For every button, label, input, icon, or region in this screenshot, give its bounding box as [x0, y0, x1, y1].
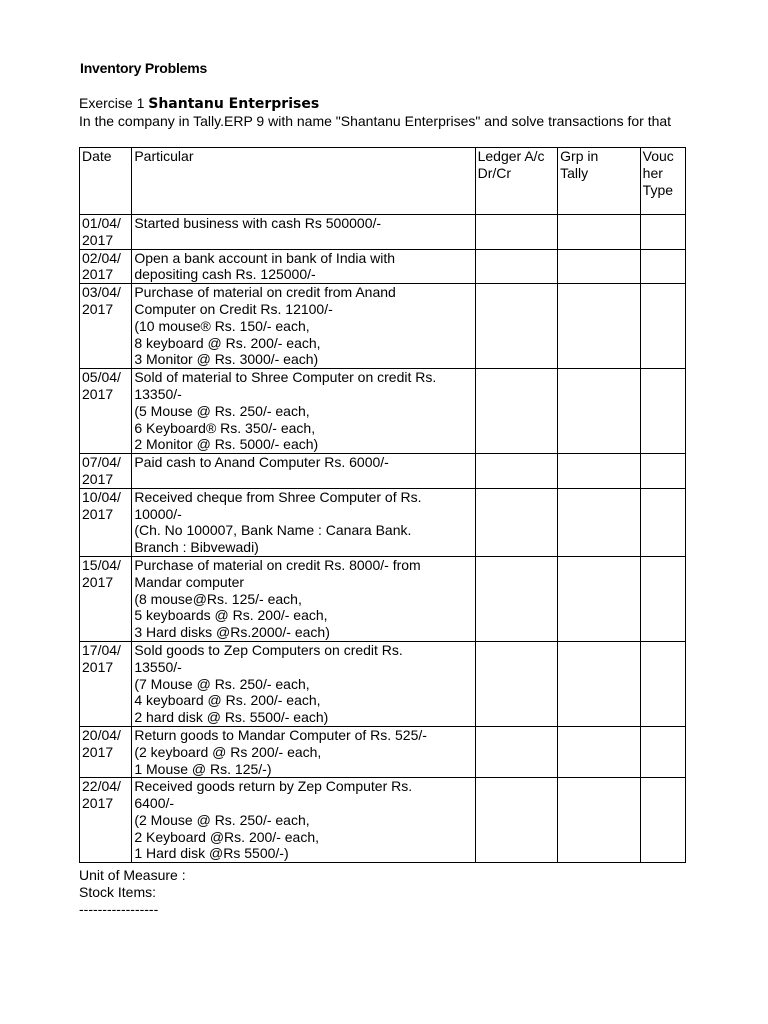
table-row — [80, 641, 686, 726]
row-group-cell — [558, 215, 641, 250]
row-group-cell — [558, 778, 641, 863]
row-particular: Open a bank account in bank of India with depositing cash Rs. 125000/- — [132, 249, 475, 284]
header-voucher-type: Vouc her Type — [640, 148, 685, 215]
row-date: 15/04/ 2017 — [80, 556, 132, 641]
row-voucher-cell — [640, 369, 685, 454]
row-ledger-cell — [475, 556, 558, 641]
header-particular: Particular — [132, 148, 475, 215]
transactions-table — [79, 147, 686, 863]
exercise-label: Exercise 1 — [79, 95, 145, 111]
row-ledger-cell — [475, 284, 558, 369]
table-row — [80, 778, 686, 863]
row-voucher-cell — [640, 726, 685, 777]
row-group-cell — [558, 454, 641, 489]
row-voucher-cell — [640, 454, 685, 489]
row-particular: Received cheque from Shree Computer of Rs. 10000/- (Ch. No 100007, Bank Name : Canara Bank. Branch : Bibvewadi) — [132, 488, 475, 556]
table-row — [80, 284, 686, 369]
table-row — [80, 556, 686, 641]
row-particular: Sold goods to Zep Computers on credit Rs. 13550/- (7 Mouse @ Rs. 250/- each, 4 keyboard @ Rs. 200/- each, 2 hard disk @ Rs. 5500/- each) — [132, 641, 475, 726]
row-group-cell — [558, 284, 641, 369]
row-date: 02/04/ 2017 — [80, 249, 132, 284]
intro-text: In the company in Tally.ERP 9 with name "Shantanu Enterprises" and solve transactions for that — [79, 113, 672, 129]
row-group-cell — [558, 369, 641, 454]
row-particular: Return goods to Mandar Computer of Rs. 525/- (2 keyboard @ Rs 200/- each, 1 Mouse @ Rs. 125/-) — [132, 726, 475, 777]
header-ledger: Ledger A/c Dr/Cr — [475, 148, 558, 215]
row-group-cell — [558, 726, 641, 777]
row-ledger-cell — [475, 454, 558, 489]
row-particular: Received goods return by Zep Computer Rs. 6400/- (2 Mouse @ Rs. 250/- each, 2 Keyboard @Rs. 200/- each, 1 Hard disk @Rs 5500/-) — [132, 778, 475, 863]
row-date: 17/04/ 2017 — [80, 641, 132, 726]
table-header-row — [80, 148, 686, 215]
table-row — [80, 215, 686, 250]
row-group-cell — [558, 249, 641, 284]
row-ledger-cell — [475, 726, 558, 777]
row-ledger-cell — [475, 778, 558, 863]
row-voucher-cell — [640, 284, 685, 369]
row-date: 05/04/ 2017 — [80, 369, 132, 454]
row-date: 20/04/ 2017 — [80, 726, 132, 777]
company-name: Shantanu Enterprises — [148, 96, 320, 112]
stock-items-label: Stock Items: — [79, 883, 157, 900]
row-ledger-cell — [475, 249, 558, 284]
page-heading: Inventory Problems — [80, 60, 208, 76]
row-ledger-cell — [475, 641, 558, 726]
dashed-divider: ----------------- — [79, 900, 159, 917]
table-row — [80, 249, 686, 284]
row-particular: Sold of material to Shree Computer on credit Rs. 13350/- (5 Mouse @ Rs. 250/- each, 6 Keyboard® Rs. 350/- each, 2 Monitor @ Rs. 5000/- each) — [132, 369, 475, 454]
header-date: Date — [80, 148, 132, 215]
row-date: 22/04/ 2017 — [80, 778, 132, 863]
row-voucher-cell — [640, 215, 685, 250]
row-voucher-cell — [640, 556, 685, 641]
table-row — [80, 454, 686, 489]
row-particular: Purchase of material on credit Rs. 8000/- from Mandar computer (8 mouse@Rs. 125/- each, 5 keyboards @ Rs. 200/- each, 3 Hard disks @Rs.2000/- each) — [132, 556, 475, 641]
exercise-title — [79, 95, 319, 112]
row-date: 01/04/ 2017 — [80, 215, 132, 250]
row-voucher-cell — [640, 249, 685, 284]
row-ledger-cell — [475, 488, 558, 556]
table-row — [80, 488, 686, 556]
row-voucher-cell — [640, 488, 685, 556]
row-date: 10/04/ 2017 — [80, 488, 132, 556]
row-group-cell — [558, 556, 641, 641]
row-voucher-cell — [640, 641, 685, 726]
row-particular: Purchase of material on credit from Anand Computer on Credit Rs. 12100/- (10 mouse® Rs. 150/- each, 8 keyboard @ Rs. 200/- each, 3 Monitor @ Rs. 3000/- each) — [132, 284, 475, 369]
row-particular: Paid cash to Anand Computer Rs. 6000/- — [132, 454, 475, 489]
footer-notes — [79, 867, 186, 917]
table-row — [80, 369, 686, 454]
row-date: 07/04/ 2017 — [80, 454, 132, 489]
table-row — [80, 726, 686, 777]
row-ledger-cell — [475, 369, 558, 454]
row-date: 03/04/ 2017 — [80, 284, 132, 369]
row-voucher-cell — [640, 778, 685, 863]
row-ledger-cell — [475, 215, 558, 250]
row-particular: Started business with cash Rs 500000/- — [132, 215, 475, 250]
header-group: Grp in Tally — [558, 148, 641, 215]
row-group-cell — [558, 488, 641, 556]
row-group-cell — [558, 641, 641, 726]
unit-of-measure-label: Unit of Measure : — [79, 867, 186, 883]
